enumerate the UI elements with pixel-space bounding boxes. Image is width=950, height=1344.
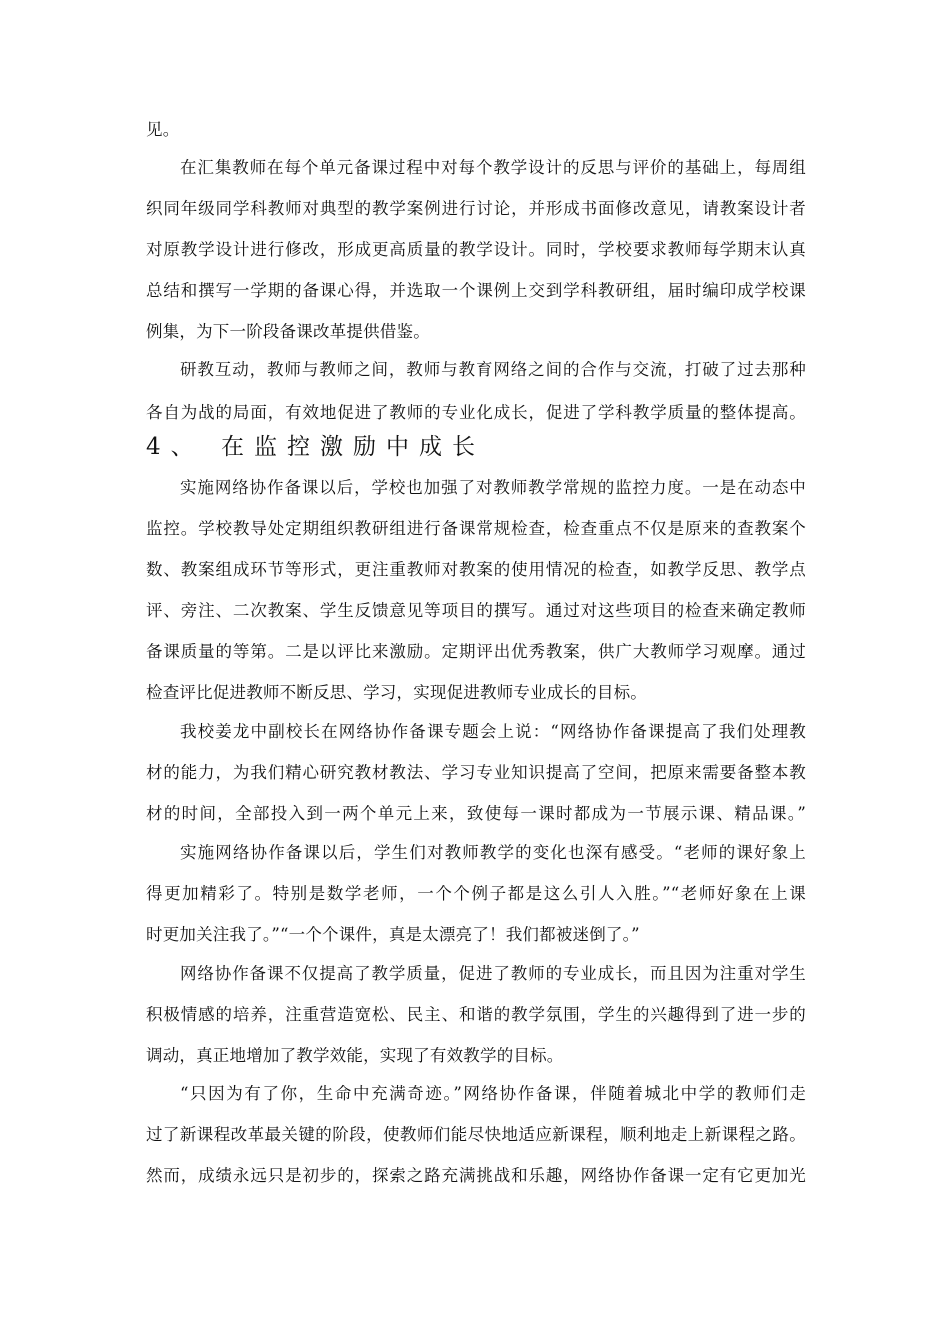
paragraph-line: 然而，成绩永远只是初步的，探索之路充满挑战和乐趣，网络协作备课一定有它更加光 — [146, 1166, 806, 1185]
paragraph-line: 总结和撰写一学期的备课心得，并选取一个课例上交到学科教研组，届时编印成学校课 — [146, 281, 806, 300]
paragraph-line: 评、旁注、二次教案、学生反馈意见等项目的撰写。通过对这些项目的检查来确定教师 — [146, 601, 806, 620]
paragraph-line: 实施网络协作备课以后，学校也加强了对教师教学常规的监控力度。一是在动态中 — [180, 478, 806, 497]
paragraph-line: 在汇集教师在每个单元备课过程中对每个教学设计的反思与评价的基础上，每周组 — [180, 158, 806, 177]
paragraph-line: 时更加关注我了。”“一个个课件，真是太漂亮了！我们都被迷倒了。” — [146, 925, 640, 944]
paragraph-line: 例集，为下一阶段备课改革提供借鉴。 — [146, 322, 430, 341]
paragraph-line: 数、教案组成环节等形式，更注重教师对教案的使用情况的检查，如教学反思、教学点 — [146, 560, 806, 579]
paragraph-line: 监控。学校教导处定期组织教研组进行备课常规检查，检查重点不仅是原来的查教案个 — [146, 519, 806, 538]
paragraph-line: 检查评比促进教师不断反思、学习，实现促进教师专业成长的目标。 — [146, 683, 647, 702]
paragraph-line: 得更加精彩了。特别是数学老师，一个个例子都是这么引人入胜。”“老师好象在上课 — [146, 884, 806, 903]
paragraph-line: 实施网络协作备课以后，学生们对教师教学的变化也深有感受。“老师的课好象上 — [180, 843, 806, 862]
paragraph-line: 研教互动，教师与教师之间，教师与教育网络之间的合作与交流，打破了过去那种 — [180, 360, 806, 379]
paragraph-line: 网络协作备课不仅提高了教学质量，促进了教师的专业成长，而且因为注重对学生 — [180, 964, 806, 983]
paragraph-line: “只因为有了你，生命中充满奇迹。”网络协作备课，伴随着城北中学的教师们走 — [180, 1084, 806, 1103]
paragraph-line: 材的能力，为我们精心研究教材教法、学习专业知识提高了空间，把原来需要备整本教 — [146, 763, 806, 782]
paragraph-line: 各自为战的局面，有效地促进了教师的专业化成长，促进了学科教学质量的整体提高。 — [146, 403, 806, 422]
paragraph-line: 见。 — [146, 120, 180, 139]
paragraph-line: 材的时间，全部投入到一两个单元上来，致使每一课时都成为一节展示课、精品课。” — [146, 804, 806, 823]
paragraph-line: 我校姜龙中副校长在网络协作备课专题会上说：“网络协作备课提高了我们处理教 — [180, 722, 806, 741]
paragraph-line: 备课质量的等第。二是以评比来激励。定期评出优秀教案，供广大教师学习观摩。通过 — [146, 642, 806, 661]
paragraph-line: 调动，真正地增加了教学效能，实现了有效教学的目标。 — [146, 1046, 564, 1065]
paragraph-line: 对原教学设计进行修改，形成更高质量的教学设计。同时，学校要求教师每学期末认真 — [146, 240, 806, 259]
paragraph-line: 积极情感的培养，注重营造宽松、民主、和谐的教学氛围，学生的兴趣得到了进一步的 — [146, 1005, 806, 1024]
paragraph-line: 过了新课程改革最关键的阶段，使教师们能尽快地适应新课程，顺利地走上新课程之路。 — [146, 1125, 806, 1144]
paragraph-line: 织同年级同学科教师对典型的教学案例进行讨论，并形成书面修改意见，请教案设计者 — [146, 199, 806, 218]
section-heading: 4、 在监控激励中成长 — [146, 434, 485, 460]
